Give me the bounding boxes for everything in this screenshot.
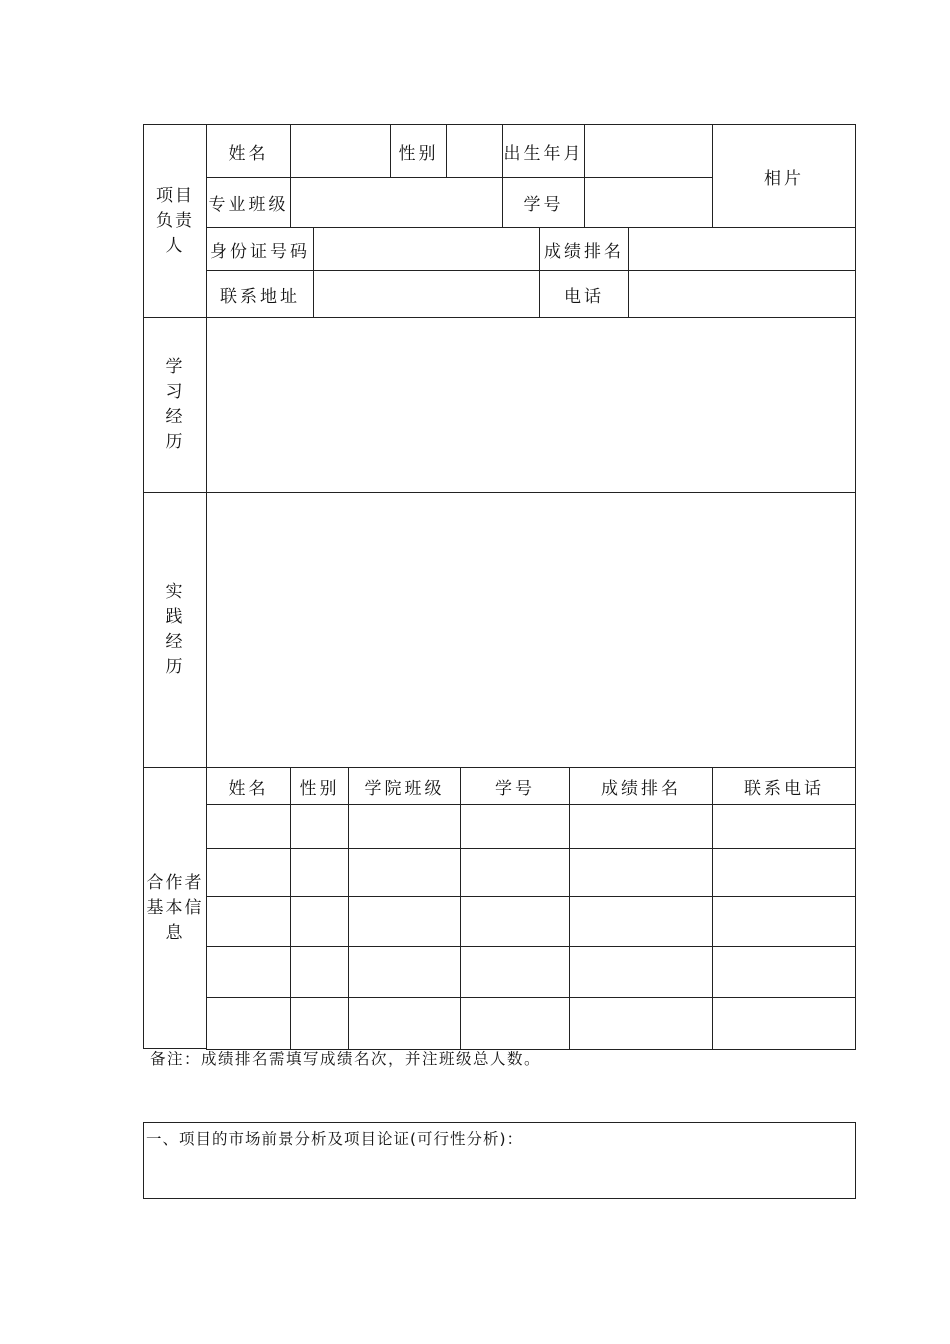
study-experience-field[interactable] [206,317,856,493]
rank-label-cell [539,227,629,271]
partner-row-2-rank-field[interactable] [569,848,713,897]
partner-row-1-college-class-field[interactable] [348,804,461,849]
partner-row-2-student-id-field[interactable] [460,848,570,897]
partner-row-5-phone-field[interactable] [712,997,856,1050]
student-id-label-cell [502,177,585,228]
partner-row-4-rank-field[interactable] [569,946,713,998]
partner-row-1-name-field[interactable] [206,804,291,849]
partner-row-4-gender-field[interactable] [290,946,349,998]
partners-header-gender [290,767,349,805]
name-label-cell [206,124,291,178]
partner-row-5-college-class-field[interactable] [348,997,461,1050]
id-number-label: 身份证号码 [210,241,310,262]
address-label-cell [206,270,314,318]
photo-cell[interactable] [712,124,856,228]
partner-row-5-gender-field[interactable] [290,997,349,1050]
partner-row-3-name-field[interactable] [206,896,291,947]
partner-row-2-gender-field[interactable] [290,848,349,897]
partners-section-label: 合作者 基本信 息 [146,873,204,943]
major-class-label: 专业班级 [208,195,289,215]
partner-row-1-rank-field[interactable] [569,804,713,849]
partner-row-3-student-id-field[interactable] [460,896,570,947]
partner-row-1-student-id-field[interactable] [460,804,570,849]
partners-header-student-id [460,767,570,805]
major-class-label-cell [206,177,291,228]
student-id-label: 学号 [523,195,564,215]
gender-field[interactable] [446,124,503,178]
photo-label: 相片 [764,168,804,189]
birth-label-cell [502,124,585,178]
rank-label: 成绩排名 [544,241,624,262]
partner-row-5-student-id-field[interactable] [460,997,570,1050]
partners-header-rank [569,767,713,805]
partner-row-4-student-id-field[interactable] [460,946,570,998]
gender-label: 性别 [398,143,439,164]
phone-label-cell [539,270,629,318]
partner-row-2-phone-field[interactable] [712,848,856,897]
partner-row-4-phone-field[interactable] [712,946,856,998]
id-number-field[interactable] [313,227,540,271]
partners-header-rank-label: 成绩排名 [601,778,681,799]
partner-row-4-college-class-field[interactable] [348,946,461,998]
partners-header-name-label: 姓名 [228,778,269,799]
partner-row-5-name-field[interactable] [206,997,291,1050]
major-class-field[interactable] [290,177,503,228]
address-label: 联系地址 [220,286,300,307]
partner-row-3-rank-field[interactable] [569,896,713,947]
student-id-field[interactable] [584,177,713,228]
section1-box[interactable] [143,1122,856,1199]
practice-section-label: 实 践 经 历 [165,582,185,677]
partner-row-3-phone-field[interactable] [712,896,856,947]
partner-row-1-phone-field[interactable] [712,804,856,849]
name-field[interactable] [290,124,391,178]
partners-header-name [206,767,291,805]
gender-label-cell [390,124,447,178]
partners-header-student-id-label: 学号 [495,778,535,799]
birth-label: 出生年月 [503,143,584,164]
partners-header-college-class [348,767,461,805]
address-field[interactable] [313,270,540,318]
section1-title: 一、项目的市场前景分析及项目论证(可行性分析)： [146,1130,524,1148]
birth-field[interactable] [584,124,713,178]
note-text: 备注：成绩排名需填写成绩名次，并注班级总人数。 [150,1050,542,1068]
practice-experience-field[interactable] [206,492,856,768]
id-number-label-cell [206,227,314,271]
phone-label: 电话 [564,286,604,307]
partners-header-phone [712,767,856,805]
name-label: 姓名 [228,143,269,164]
partners-header-phone-label: 联系电话 [744,778,824,799]
partner-row-3-gender-field[interactable] [290,896,349,947]
partner-row-2-college-class-field[interactable] [348,848,461,897]
study-section-label: 学 习 经 历 [165,357,185,452]
phone-field[interactable] [628,270,856,318]
partner-row-1-gender-field[interactable] [290,804,349,849]
partner-row-4-name-field[interactable] [206,946,291,998]
partners-header-college-class-label: 学院班级 [364,778,445,799]
partners-header-gender-label: 性别 [299,778,340,799]
partner-row-3-college-class-field[interactable] [348,896,461,947]
leader-section-label: 项目 负责 人 [156,186,194,256]
partner-row-5-rank-field[interactable] [569,997,713,1050]
partner-row-2-name-field[interactable] [206,848,291,897]
rank-field[interactable] [628,227,856,271]
